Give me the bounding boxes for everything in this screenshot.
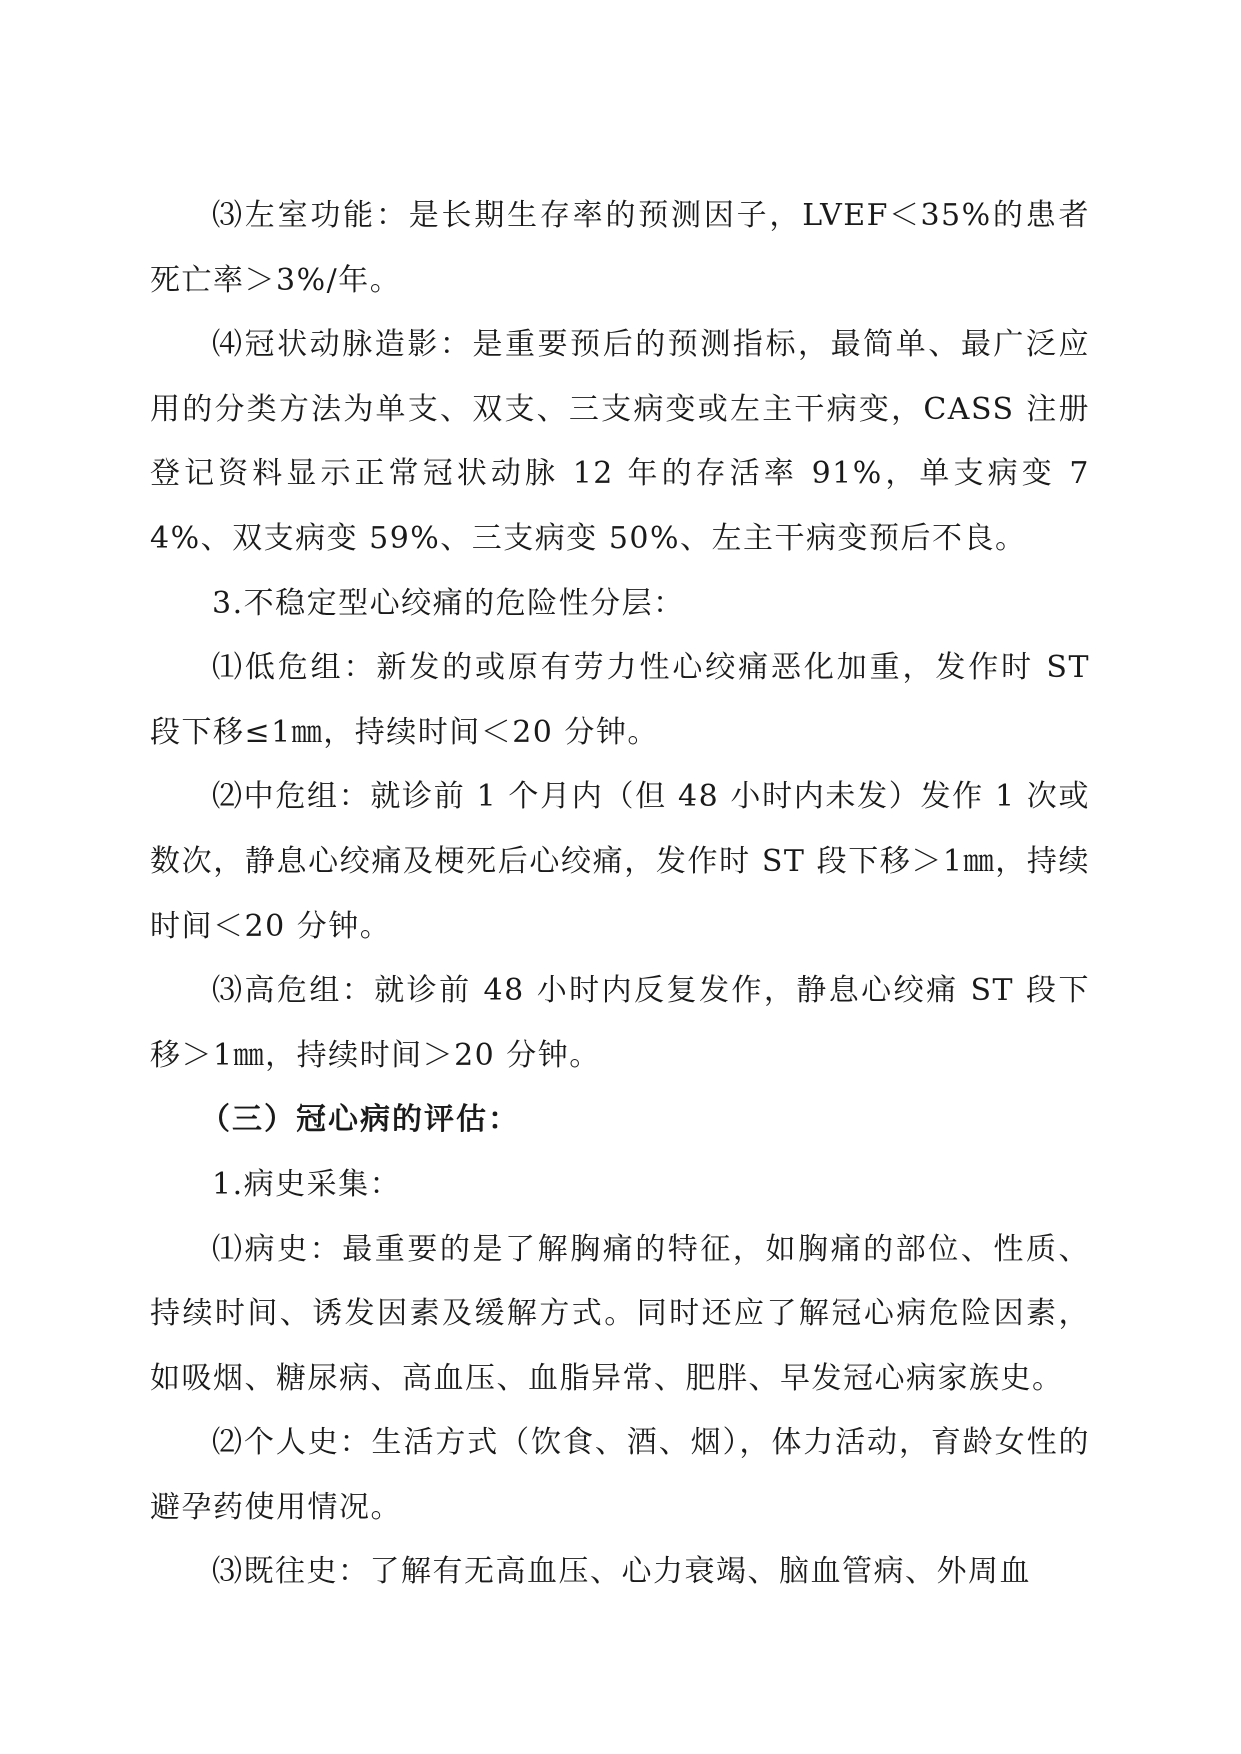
section-heading-chd-assessment: （三）冠心病的评估： (200, 1102, 520, 1138)
subheading-unstable-angina-risk: 3.不稳定型心绞痛的危险性分层： (212, 585, 685, 621)
paragraph-medium-risk-group: ⑵中危组：就诊前 1 个月内（但 48 小时内未发）发作 1 次或数次，静息心绞痛及梗死后心绞痛，发作时 ST 段下移＞1㎜，持续时间＜20 分钟。 (150, 779, 1090, 944)
paragraph-left-ventricular-function: ⑶左室功能：是长期生存率的预测因子，LVEF＜35%的患者死亡率＞3%/年。 (150, 198, 1090, 298)
paragraph-low-risk-group: ⑴低危组：新发的或原有劳力性心绞痛恶化加重，发作时 ST 段下移≤1㎜，持续时间＜20 分钟。 (150, 650, 1090, 750)
paragraph-high-risk-group: ⑶高危组：就诊前 48 小时内反复发作，静息心绞痛 ST 段下移＞1㎜，持续时间＞20 分钟。 (150, 973, 1090, 1073)
document-body (150, 184, 1090, 1605)
subheading-history-collection: 1.病史采集： (212, 1166, 402, 1202)
paragraph-coronary-angiography: ⑷冠状动脉造影：是重要预后的预测指标，最简单、最广泛应用的分类方法为单支、双支、三支病变或左主干病变，CASS 注册登记资料显示正常冠状动脉 12 年的存活率 91%，单支病变 74%、双支病变 59%、三支病变 50%、左主干病变预后不良。 (150, 327, 1090, 556)
paragraph-personal-history: ⑵个人史：生活方式（饮食、酒、烟），体力活动，育龄女性的避孕药使用情况。 (150, 1425, 1090, 1525)
paragraph-medical-history: ⑴病史：最重要的是了解胸痛的特征，如胸痛的部位、性质、持续时间、诱发因素及缓解方式。同时还应了解冠心病危险因素，如吸烟、糖尿病、高血压、血脂异常、肥胖、早发冠心病家族史。 (150, 1231, 1090, 1396)
paragraph-past-history: ⑶既往史：了解有无高血压、心力衰竭、脑血管病、外周血 (212, 1554, 1031, 1590)
